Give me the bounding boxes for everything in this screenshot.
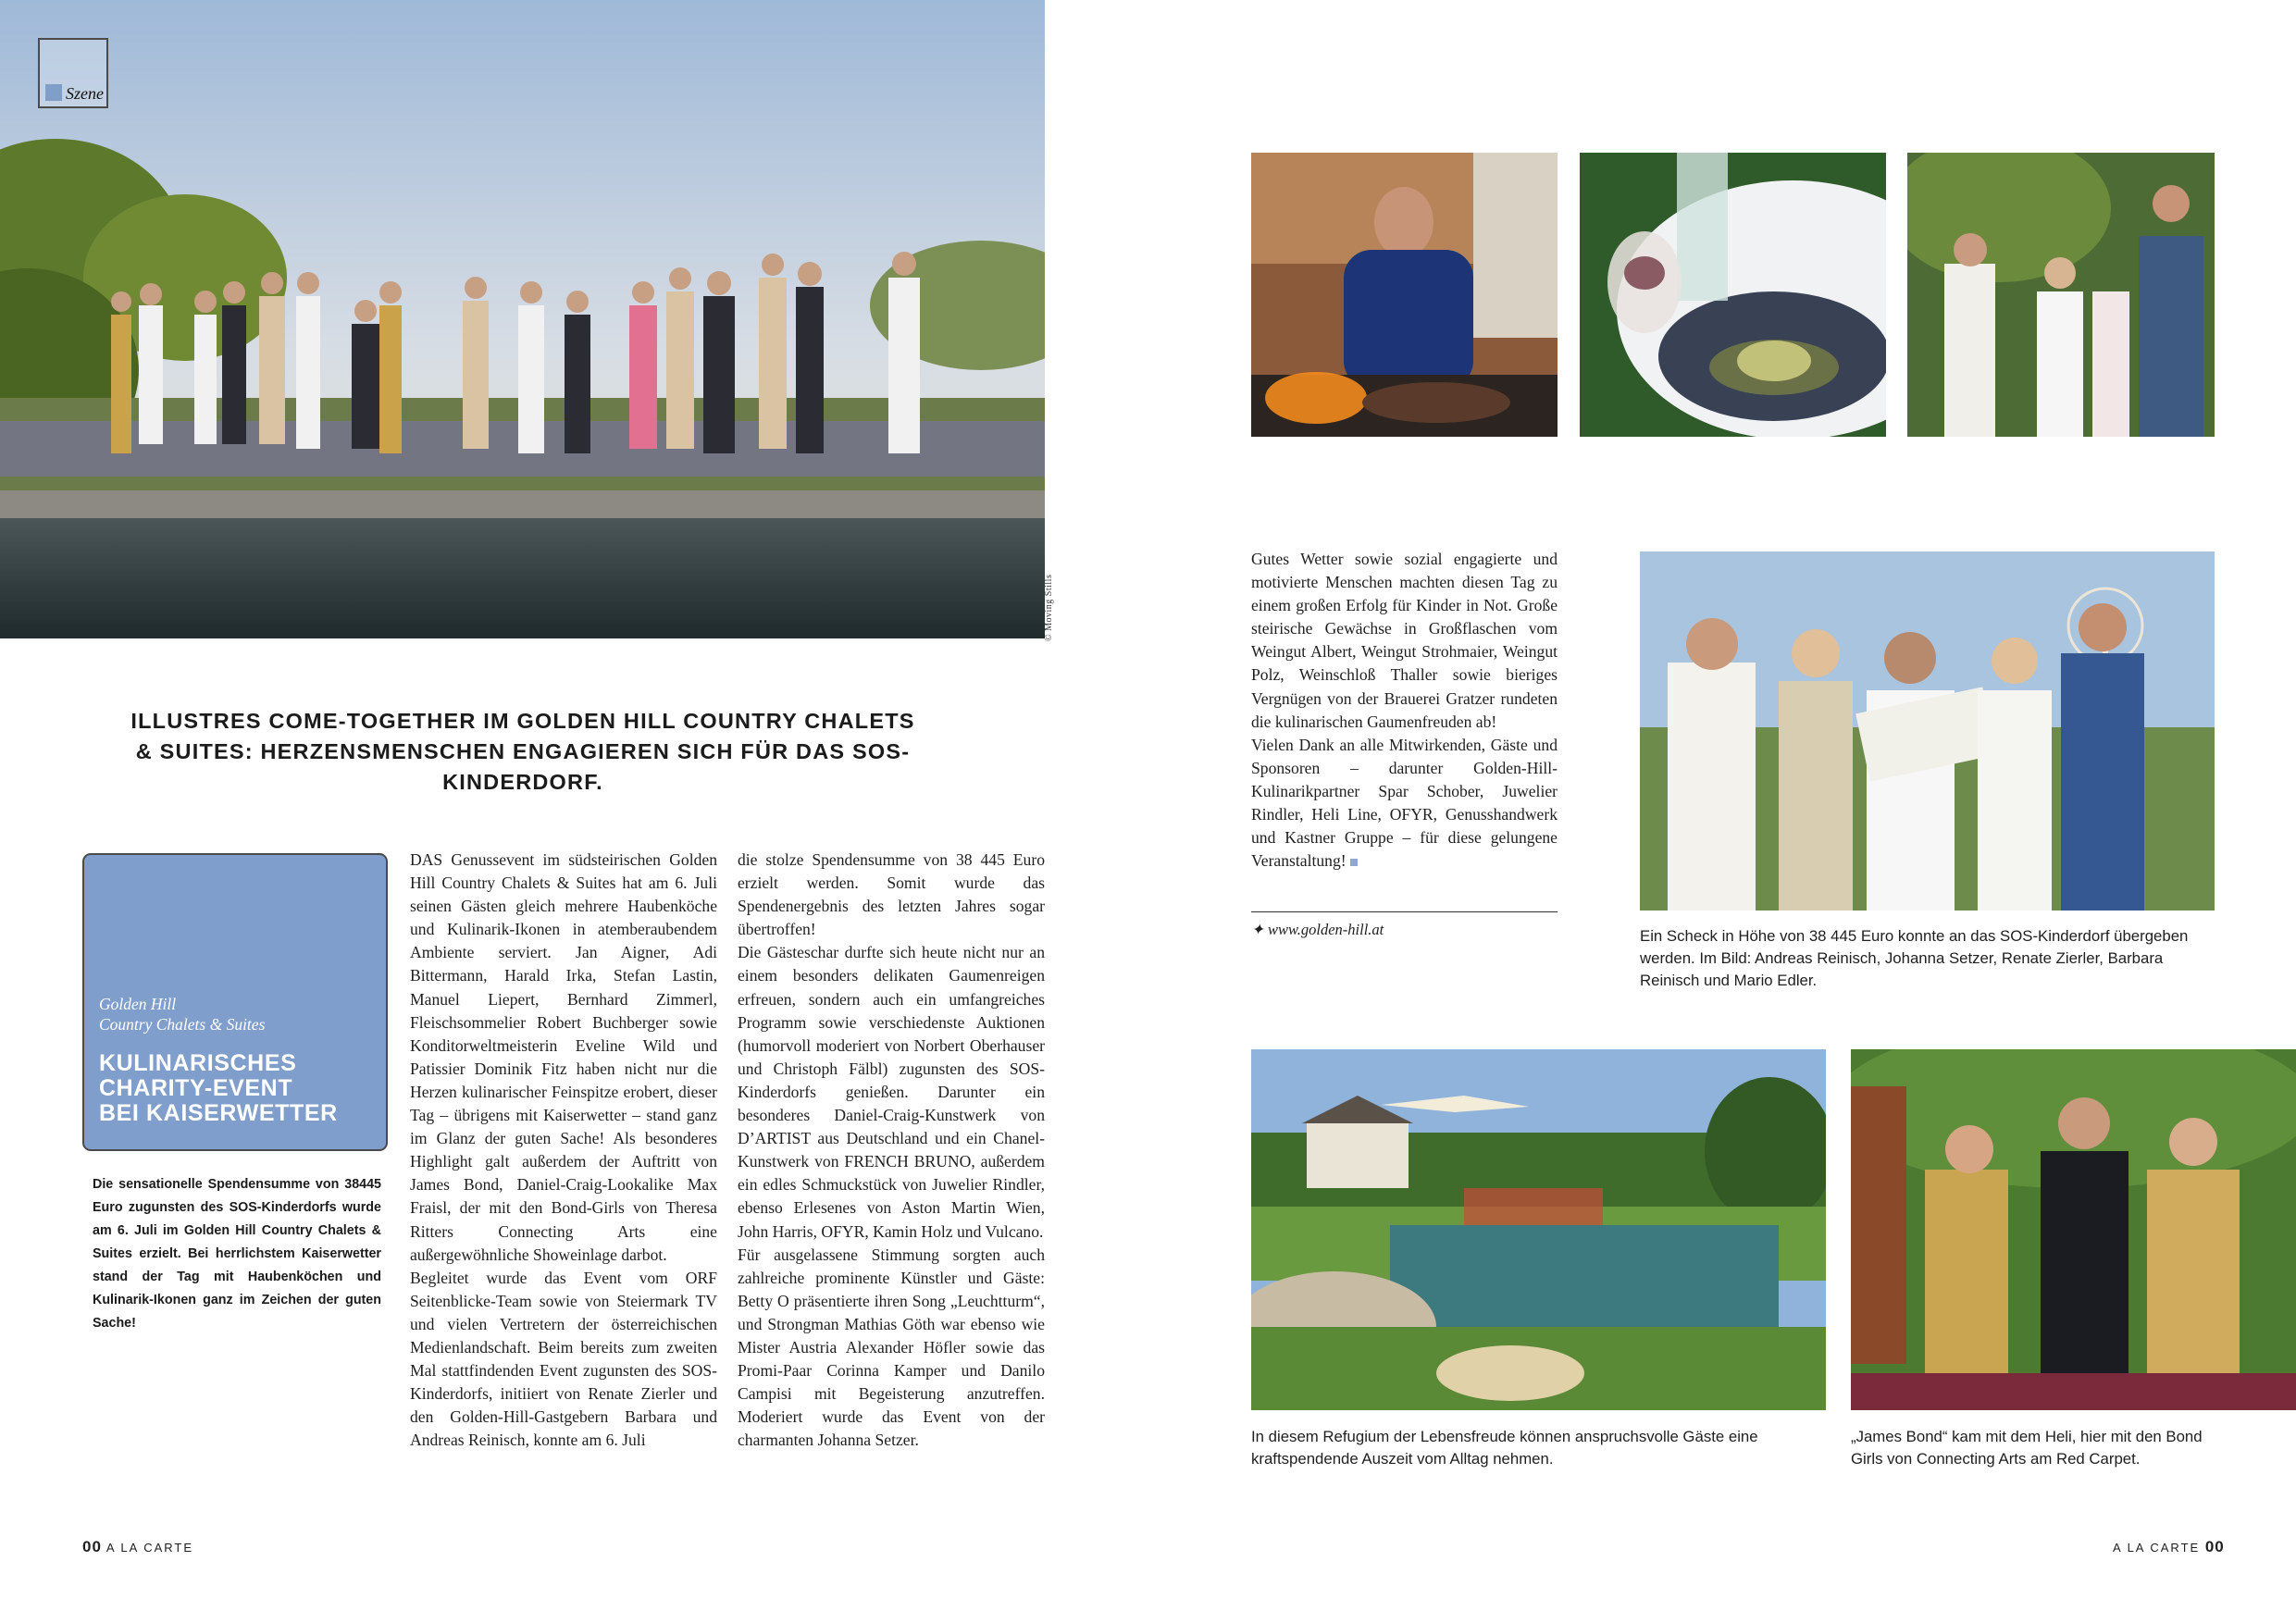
intro-box-subtitle-line2: Country Chalets & Suites bbox=[99, 1015, 266, 1034]
page-number-left: 00 bbox=[82, 1538, 102, 1555]
magazine-name-right: A LA CARTE bbox=[2113, 1541, 2201, 1555]
chef-grilling-photo bbox=[1251, 153, 1558, 437]
intro-box bbox=[82, 853, 388, 1151]
body-paragraph: Die Gästeschar durfte sich heute nicht nur an einem besonders delikaten Gaumenreigen erfreuen, sondern auch ein umfangreiches Programm sowie verschiedenste Auktionen (humorvoll moderiert von Norbert Oberhauser und Christoph Fälbl) zugunsten des SOS-Kinderdorfs genießen. Darunter ein besonderes Daniel-Craig-Kunstwerk von D’ARTIST aus Deutschland und ein Chanel-Kunstwerk von FRENCH BRUNO, außerdem ein edles Schmuckstück von Juwelier Rindler, ebenso Erlesenes von Aston Martin Wien, John Harris, OFYR, Kamin Holz und Vulcano. bbox=[738, 943, 1045, 1241]
body-paragraph bbox=[1251, 734, 1558, 873]
photo-credit: © Moving Stills bbox=[1044, 574, 1054, 641]
body-paragraph: Gutes Wetter sowie sozial engagierte und motivierte Menschen machten diesen Tag zu einem großen Erfolg für Kinder in Not. Große steirische Gewächse in Großflaschen vom Weingut Albert, Weingut Strohmaier, Weingut Polz, Weinschloß Thaller sowie bieriges Vergnügen von der Brauerei Gratzer rundeten die kulinarischen Gaumenfreuden ab! bbox=[1251, 550, 1558, 731]
intro-box-subtitle-line1: Golden Hill bbox=[99, 995, 177, 1013]
website-divider bbox=[1251, 911, 1558, 912]
footer-left bbox=[82, 1538, 193, 1556]
website-link[interactable]: ✦ www.golden-hill.at bbox=[1251, 921, 1384, 938]
check-handover-photo bbox=[1640, 551, 2215, 911]
body-paragraph: die stolze Spendensumme von 38 445 Euro erzielt werden. Somit wurde das Spendenergebnis des letzten Jahres sogar übertroffen! bbox=[738, 850, 1045, 939]
intro-box-title bbox=[99, 1051, 338, 1126]
footer-right bbox=[2113, 1538, 2225, 1556]
body-column-1 bbox=[410, 849, 717, 1452]
intro-box-subtitle bbox=[99, 994, 265, 1035]
body-paragraph: DAS Genussevent im südsteirischen Golden Hill Country Chalets & Suites hat am 6. Juli seinen Gästen gleich mehrere Haubenköche und Kulinarik-Ikonen in atemberaubendem Ambiente serviert. Jan Aigner, Adi Bittermann, Harald Irka, Stefan Lastin, Manuel Liepert, Bernhard Zimmerl, Fleischsommelier Robert Buchberger sowie Konditorweltmeisterin Eveline Wild und Patissier Dominik Fitz haben nicht nur die Herzen kulinarischer Feinspitze erobert, dieser Tag – übrigens mit Kaiserwetter – stand ganz im Glanz der guten Sache! Als besonderes Highlight galt außerdem der Auftritt von James Bond, Daniel-Craig-Lookalike Max Fraisl, der mit den Bond-Girls von Theresa Ritters Connecting Arts eine außergewöhnliche Showeinlage darbot. bbox=[410, 850, 717, 1264]
lead-paragraph: Die sensationelle Spendensumme von 38445 Euro zugunsten des SOS-Kinderdorfs wurde am 6. Juli im Golden Hill Country Chalets & Suites erzielt. Bei herrlichstem Kaiserwetter stand der Tag mit Haubenköchen und Kulinarik-Ikonen ganz im Zeichen der guten Sache! bbox=[93, 1177, 381, 1331]
page-number-right: 00 bbox=[2204, 1538, 2225, 1555]
magazine-name-left: A LA CARTE bbox=[105, 1541, 194, 1555]
section-tag-label: Szene bbox=[66, 84, 104, 103]
body-paragraph-text: Vielen Dank an alle Mitwirkenden, Gäste und Sponsoren – darunter Golden-Hill-Kulinarikpartner Spar Schober, Juwelier Rindler, Heli Line, OFYR, Genusshandwerk und Kastner Gruppe – für diese gelungene Veranstaltung! bbox=[1251, 735, 1558, 871]
event-speakers-photo bbox=[1907, 153, 2215, 437]
bond-photo-caption: „James Bond“ kam mit dem Heli, hier mit den Bond Girls von Connecting Arts am Red Carpet. bbox=[1851, 1428, 2203, 1468]
intro-box-title-line2: CHARITY-EVENT bbox=[99, 1075, 293, 1101]
hero-group-photo bbox=[0, 0, 1045, 638]
body-column-3 bbox=[1251, 548, 1558, 873]
james-bond-photo bbox=[1851, 1049, 2296, 1410]
section-tag-box bbox=[38, 38, 108, 108]
section-tag-square bbox=[45, 84, 62, 101]
plated-dish-photo bbox=[1580, 153, 1886, 437]
check-photo-caption: Ein Scheck in Höhe von 38 445 Euro konnte an das SOS-Kinderdorf übergeben werden. Im Bild: Andreas Reinisch, Johanna Setzer, Renate Zierler, Barbara Reinisch und Mario Edler. bbox=[1640, 927, 2189, 989]
body-paragraph: Begleitet wurde das Event vom ORF Seitenblicke-Team sowie von Steiermark TV und vielen Vertretern der österreichischen Medienlandschaft. Beim bereits zum zweiten Mal stattfindenden Event zugunsten des SOS-Kinderdorfs, initiiert von Renate Zierler und den Golden-Hill-Gastgebern Barbara und Andreas Reinisch, konnte am 6. Juli bbox=[410, 1268, 717, 1450]
body-column-2 bbox=[738, 849, 1045, 1452]
end-mark-icon bbox=[1350, 859, 1358, 866]
resort-pool-photo bbox=[1251, 1049, 1826, 1410]
body-paragraph: Für ausgelassene Stimmung sorgten auch zahlreiche prominente Künstler und Gäste: Betty O präsentierte ihren Song „Leuchtturm“, und Strongman Mathias Göth war ebenso wie Mister Austria Alexander Höfler sowie das Promi-Paar Corinna Kamper und Danilo Campisi mit Begeisterung anzutreffen. Moderiert wurde das Event von der charmanten Johanna Setzer. bbox=[738, 1245, 1045, 1450]
pool-photo-caption: In diesem Refugium der Lebensfreude können anspruchsvolle Gäste eine kraftspendende Auszeit vom Alltag nehmen. bbox=[1251, 1428, 1758, 1468]
intro-box-title-line3: BEI KAISERWETTER bbox=[99, 1100, 338, 1126]
article-headline: ILLUSTRES COME-TOGETHER IM GOLDEN HILL COUNTRY CHALETS & SUITES: HERZENSMENSCHEN ENGAGIEREN SICH FÜR DAS SOS-KINDERDORF. bbox=[130, 709, 915, 794]
intro-box-title-line1: KULINARISCHES bbox=[99, 1050, 297, 1076]
